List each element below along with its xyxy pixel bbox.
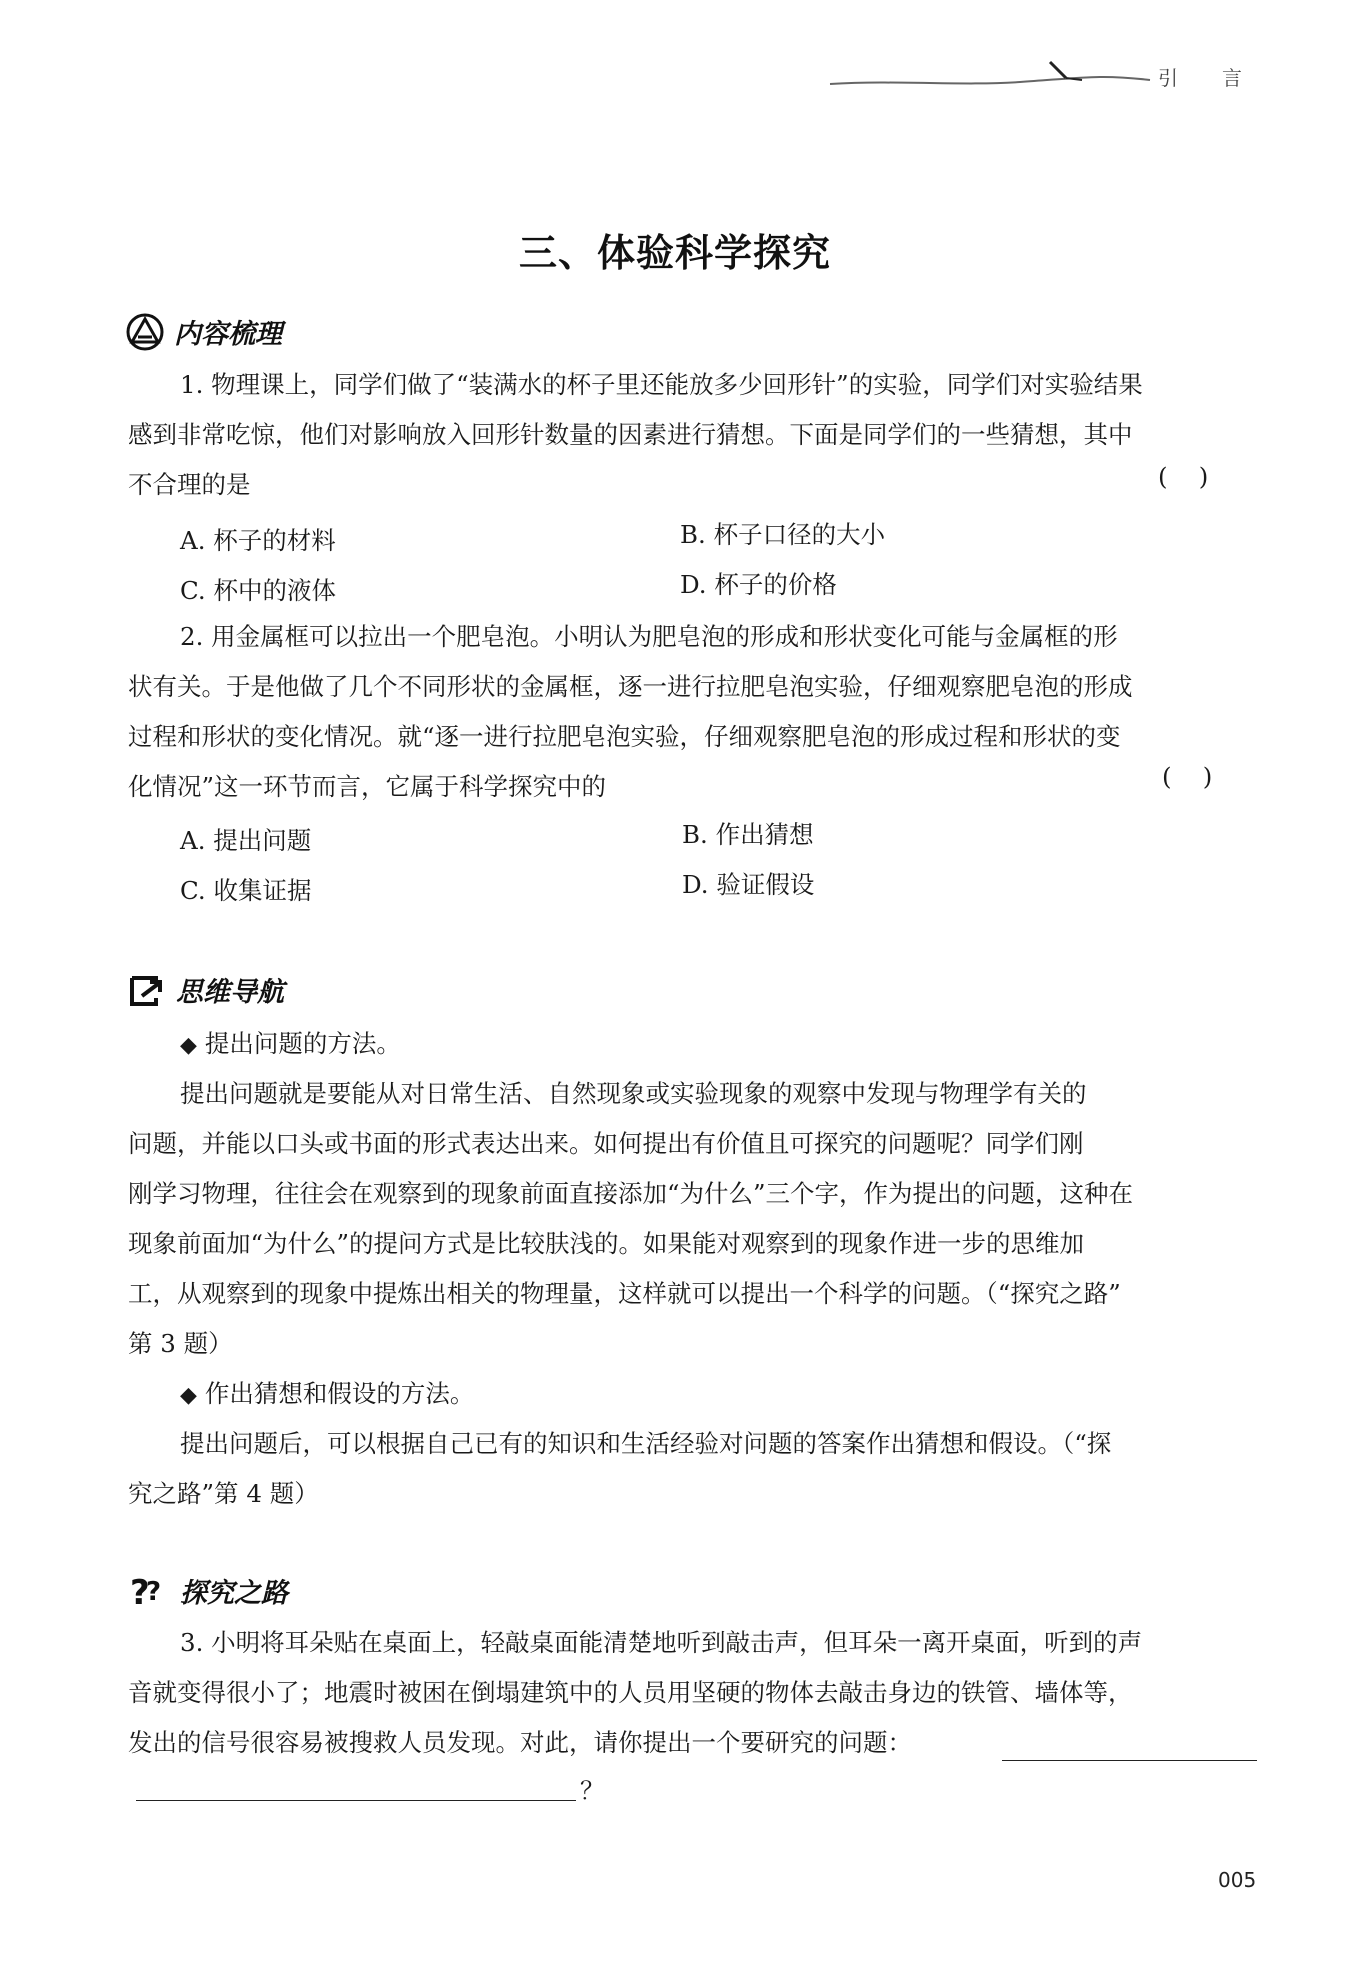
- para2-line1: 提出问题后，可以根据自己已有的知识和生活经验对问题的答案作出猜想和假设。（“探: [180, 1429, 1112, 1458]
- page-title: 三、体验科学探究: [518, 231, 831, 275]
- q2-line1: 2. 用金属框可以拉出一个肥皂泡。小明认为肥皂泡的形成和形状变化可能与金属框的形: [180, 622, 1118, 651]
- header-decoration: [820, 50, 1160, 100]
- para1-line2: 问题，并能以口头或书面的形式表达出来。如何提出有价值且可探究的问题呢？同学们刚: [128, 1129, 1084, 1158]
- q1-answer-bracket: ( ): [1158, 462, 1209, 491]
- diamond-bullet-icon: ◆: [180, 1383, 197, 1408]
- svg-text:?: ?: [146, 1577, 162, 1607]
- page-number: 005: [1218, 1868, 1257, 1892]
- bullet-make-hypothesis-text: 作出猜想和假设的方法。: [204, 1379, 475, 1408]
- q2-answer-bracket: ( ): [1162, 762, 1213, 791]
- para2-line2: 究之路”第 4 题）: [128, 1479, 319, 1508]
- bullet-ask-questions-text: 提出问题的方法。: [204, 1029, 401, 1058]
- q3-line1: 3. 小明将耳朵贴在桌面上，轻敲桌面能清楚地听到敲击声，但耳朵一离开桌面，听到的声: [180, 1628, 1143, 1657]
- section-exploration-path-title: 探究之路: [180, 1577, 288, 1609]
- para1-line1: 提出问题就是要能从对日常生活、自然现象或实验现象的观察中发现与物理学有关的: [180, 1079, 1087, 1108]
- para1-line6: 第 3 题）: [128, 1329, 233, 1358]
- q2-option-c: C. 收集证据: [180, 876, 312, 905]
- bullet-ask-questions: [180, 1025, 401, 1060]
- para1-line4: 现象前面加“为什么”的提问方式是比较肤浅的。如果能对观察到的现象作进一步的思维加: [128, 1229, 1085, 1258]
- q1-option-d: D. 杯子的价格: [680, 570, 837, 599]
- section-thinking-guide-heading: [128, 970, 284, 1009]
- q2-line4: 化情况”这一环节而言，它属于科学探究中的: [128, 772, 607, 801]
- q2-option-b: B. 作出猜想: [682, 820, 814, 849]
- q2-line3: 过程和形状的变化情况。就“逐一进行拉肥皂泡实验，仔细观察肥皂泡的形成过程和形状的变: [128, 722, 1121, 751]
- question-marks-icon: [128, 1570, 170, 1610]
- diamond-bullet-icon: ◆: [180, 1033, 197, 1058]
- triangle-circle-icon: [126, 313, 164, 351]
- svg-text:?: ?: [130, 1573, 150, 1610]
- q2-option-d: D. 验证假设: [682, 870, 815, 899]
- q2-line2: 状有关。于是他做了几个不同形状的金属框，逐一进行拉肥皂泡实验，仔细观察肥皂泡的形成: [128, 672, 1133, 701]
- q3-line3: 发出的信号很容易被搜救人员发现。对此，请你提出一个要研究的问题：: [128, 1728, 912, 1757]
- section-thinking-guide-title: 思维导航: [176, 977, 284, 1008]
- para1-line5: 工，从观察到的现象中提炼出相关的物理量，这样就可以提出一个科学的问题。（“探究之路”: [128, 1279, 1121, 1308]
- section-content-review-title: 内容梳理: [174, 319, 282, 350]
- q1-line2: 感到非常吃惊，他们对影响放入回形针数量的因素进行猜想。下面是同学们的一些猜想，其中: [128, 420, 1133, 449]
- q1-option-c: C. 杯中的液体: [180, 576, 336, 605]
- para1-line3: 刚学习物理，往往会在观察到的现象前面直接添加“为什么”三个字，作为提出的问题，这种在: [128, 1179, 1134, 1208]
- q3-answer-blank-2[interactable]: [136, 1774, 576, 1801]
- q3-line2: 音就变得很小了；地震时被困在倒塌建筑中的人员用坚硬的物体去敲击身边的铁管、墙体等，: [128, 1678, 1133, 1707]
- bullet-make-hypothesis: [180, 1375, 474, 1410]
- q1-line1: 1. 物理课上，同学们做了“装满水的杯子里还能放多少回形针”的实验，同学们对实验结果: [180, 370, 1143, 399]
- header-chapter-char2: 言: [1222, 66, 1242, 90]
- q1-option-a: A. 杯子的材料: [180, 526, 336, 555]
- q2-option-a: A. 提出问题: [180, 826, 312, 855]
- q1-option-b: B. 杯子口径的大小: [680, 520, 886, 549]
- edit-arrow-icon: [128, 972, 166, 1008]
- section-content-review-heading: [126, 312, 282, 351]
- q3-question-mark: ？: [580, 1776, 605, 1805]
- section-exploration-path-heading: [128, 1570, 288, 1610]
- header-chapter-char1: 引: [1158, 66, 1178, 90]
- q1-line3: 不合理的是: [128, 470, 251, 499]
- q3-answer-blank-1[interactable]: [1002, 1734, 1257, 1761]
